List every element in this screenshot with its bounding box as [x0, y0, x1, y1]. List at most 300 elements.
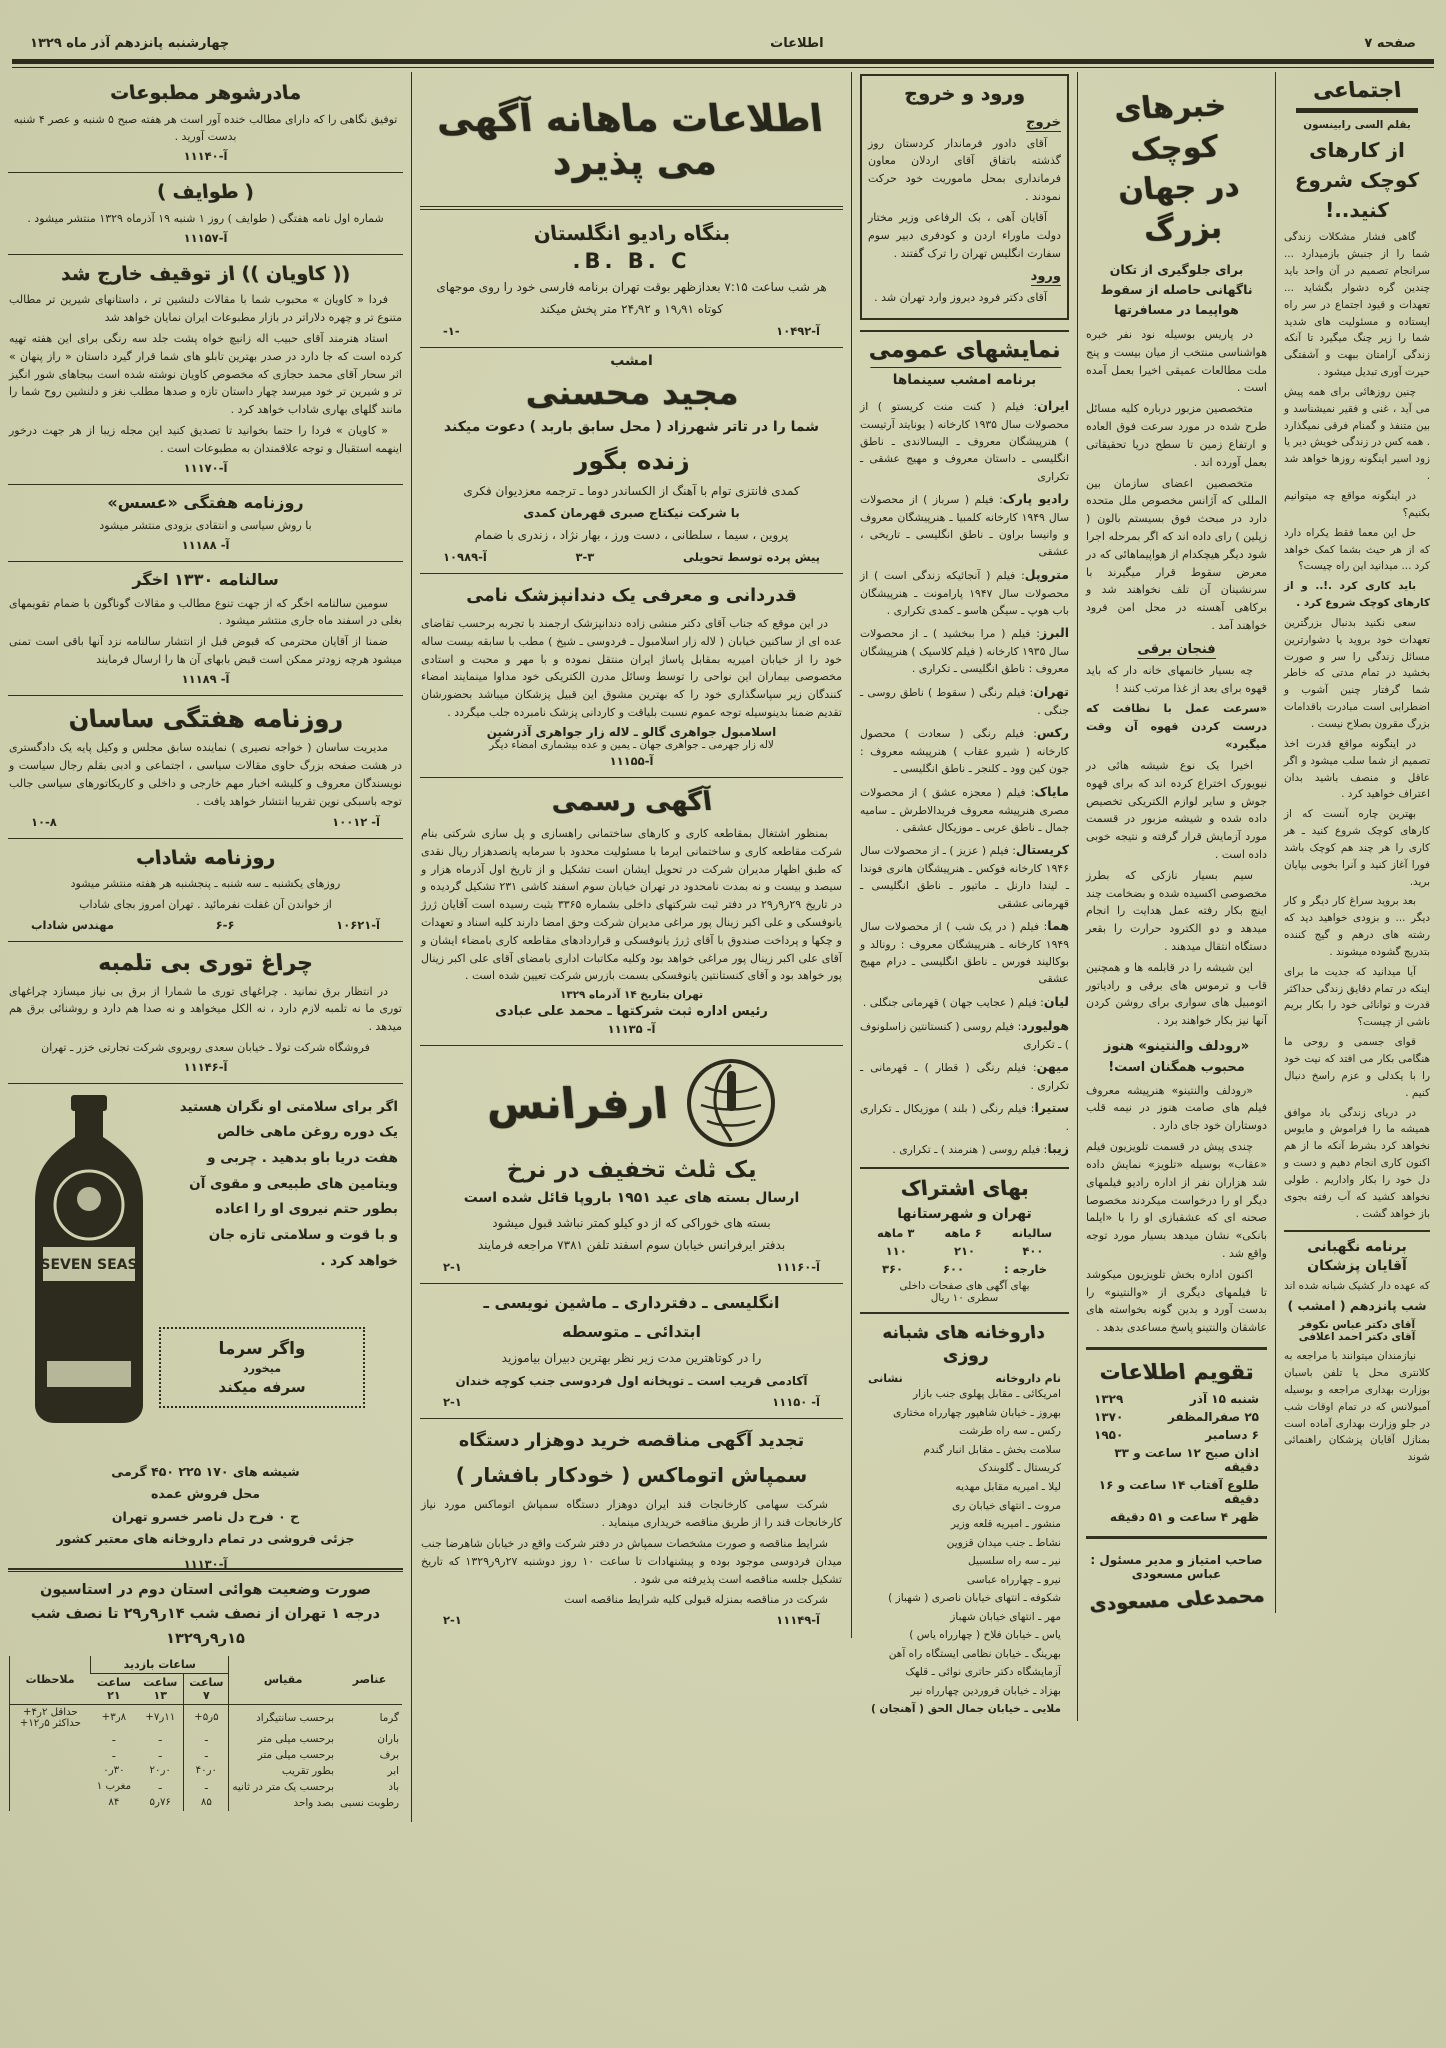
ad-serial: ۱۰-۸ — [31, 814, 57, 829]
calendar-row — [1088, 1476, 1265, 1508]
pharmacy-item: کریستال ـ گلوبندک — [978, 1462, 1061, 1475]
ad-number: آ-۱۱۱۶۰ — [776, 1259, 820, 1274]
article-paragraph: سعی نکنید بدنبال بزرگترین تعهدات خود بروید یا دشوارترین مسائل زندگی را سر و صورت بخشید در تمام مدتی که خاطر شما گرفتار چنین آشوب و اضطرابی است مبادرت باقدامات بزرگ مقرون بصلاح نیست . — [1284, 616, 1430, 730]
kavian-paragraph: استاد هنرمند آقای حبیب اله زانیچ خواه پشت جلد سه رنگی برای این هفته تهیه کرده است که جا دارد در صدر بهترین تابلو های شما قرار گیرد داستان « راز پنهان » اثر سحار آقای محمد حجازی که مخصوص کاویان نوشته شده است ببجاهای شور انگیز تر و شیرین تر خود میرسد چهار داستان تازه و صدها مطلب نغز و دلنشین روح شما را مانند گلهای بهاری شاداب خواهد کرد . — [9, 331, 402, 417]
sevenseas-sale1: محل فروش عمده — [150, 1486, 261, 1502]
weather-row — [10, 1747, 403, 1763]
cinema-entry — [860, 916, 1069, 988]
airfrance-line1: ارسال بسته های عید ۱۹۵۱ باروپا قائل شده است — [463, 1190, 800, 1207]
weather-scale: برحسب میلی متر — [229, 1747, 337, 1763]
cinema-name: هولیورد — [1021, 1017, 1069, 1033]
article-paragraph: بعد بروید سراغ کار دیگر و کار دیگر ... و بزودی خواهید دید که رشته های درهم و گیج کننده بتدریج گشوده میشوند . — [1284, 895, 1430, 958]
asas-ad — [8, 485, 403, 562]
sevenseas-sale2: ح ۰ فرح دل ناصر خسرو تهران — [111, 1508, 300, 1524]
cinema-desc: : فیلم روسی ( هنرمند ) ـ تکراری . — [892, 1143, 1048, 1157]
tender-paragraph: شرکت در مناقصه بمنزله قبولی کلیه شرایط مناقصه است — [564, 1593, 828, 1607]
tender-ad — [420, 1419, 843, 1636]
cough-line1: واگر سرما — [218, 1338, 306, 1359]
world-subhead-electric-cup: فنجان برقی — [1137, 641, 1216, 657]
bbc-line4: کوتاه ۱۹٫۹۱ و ۲۴٫۹۲ متر پخش میکند — [540, 302, 723, 317]
lamp-headline: چراغ توری بی تلمبه — [96, 950, 314, 976]
world-headline-line1: خبرهای کوچک — [1112, 88, 1228, 168]
article-paragraph: در پاریس بوسیله نود نفر خبره هواشناسی منتخب از میان بیست و پنج ملت مطالعات عمیقی اخیرا بعمل آمده است . — [1086, 328, 1267, 395]
cinema-name: متروپل — [1024, 566, 1069, 582]
pharmacies-header — [860, 1372, 1069, 1385]
akhgar-ad — [8, 562, 403, 696]
theatre-curtain-line: پیش پرده توسط تحویلی — [682, 549, 820, 564]
social-title-bar — [1296, 108, 1418, 113]
press-body: توفیق نگاهی را که دارای مطالب خنده آور است هر هفته صبح ۵ شنبه و عصر ۴ شنبه بدست آورید . — [13, 112, 398, 144]
sevenseas-line: ویتامین های طبیعی و مقوی آن — [189, 1175, 398, 1192]
weather-element: گرما — [379, 1711, 399, 1724]
article-paragraph: چندی پیش در قسمت تلویزیون فیلم «عقاب» بوسیله «تلویز» نمایش داده شد هزاران نفر از اداره رادیو فیلمهای دیگر او را درخواست میکردند مخصوصا صحنه ای که عشقبازی او را با «ایلما بانکی» نشان میدهد بسیار مورد توجه واقع شد . — [1086, 1140, 1267, 1260]
dentist-body: در این موقع که جناب آقای دکتر منشی زاده دندانپزشک ارجمند با تجربه برحسب تقاضای عده ای از ساکنین خیابان ( لاله زار اسلامبول ـ فردوسی ـ شیخ ) مطب با سابقه بیست ساله خود را از خیابان امیریه بمقابل پاساژ ایران منتقل نموده و با مهر و محبت و استادی مخصوصی بیماران این نواحی را توسط وسائل مدرن الکتریکی خود مداوا مینمایند امضاء کنندگان زیر سپاسگذاری خود را که بهترین مشوق این قبیل پزشکان میباشد بحضورشان تقدیم ضمنا بدینوسیله توجه عموم نسبت بلیاقت و کاردانی پزشک نامبرده جلب میگردد . — [421, 617, 842, 720]
official-notice — [420, 778, 843, 1046]
world-quote: «سرعت عمل با نظافت که درست کردن قهوه آن وقت میگیرد» — [1086, 702, 1267, 752]
subscription-title: بهای اشتراک — [899, 1176, 1030, 1201]
airfrance-ad — [420, 1046, 843, 1284]
weather-value: ـ — [184, 1779, 229, 1795]
cinema-entry — [860, 782, 1069, 837]
article-paragraph: بهترین چاره آنست که از کارهای کوچک شروع کنید ـ هر کاری را هر چند هم کوچک باشد فورا آغاز کنید و آنرا بخوبی بپایان برید. — [1284, 808, 1430, 888]
ad-number: آ- ۱۱۱۸۸ — [181, 538, 230, 553]
social-byline: بقلم السی رابینسون — [1303, 119, 1411, 132]
calendar-row — [1088, 1390, 1265, 1408]
pharmacy-addr-col: نشانی — [868, 1372, 903, 1386]
weather-scale: برحسب یک متر در ثانیه — [229, 1779, 337, 1795]
doctors-duty-section — [1284, 1238, 1430, 1466]
kavian-notice — [8, 255, 403, 485]
pharmacy-item: مهر ـ انتهای خیابان شهباز — [950, 1610, 1061, 1623]
sevenseas-cough-box — [159, 1327, 365, 1408]
akhgar-headline: سالنامه ۱۳۳۰ اخگر — [132, 570, 279, 590]
pharmacy-item: رکس ـ سه راه طرشت — [959, 1425, 1061, 1438]
weather-col-notes: ملاحظات — [10, 1656, 91, 1705]
svg-text:SEVEN SEAS: SEVEN SEAS — [40, 1256, 138, 1273]
weather-row — [10, 1763, 403, 1779]
airfrance-line2: بسته های خوراکی که از دو کیلو کمتر نباشد قبول میشود — [492, 1215, 771, 1230]
dentist-signatories2: لاله زار جهرمی ـ جواهری جهان ـ یمین و عده بیشماری امضاء دیگر — [489, 738, 774, 751]
bbc-line1: بنگاه رادیو انگلستان — [531, 221, 731, 245]
masthead: اطلاعات — [770, 36, 824, 51]
lamp-paragraph: در انتظار برق نمانید . چراغهای توری ما شمارا از برق بی نیاز میسازد چراغهای توری ما نه تلمبه لازم دارد ، نه الکل میخواهد و نه صدا هم دارد و روشنائی برق هم میدهد . — [9, 984, 402, 1034]
sevenseas-line: خواهد کرد . — [320, 1252, 398, 1269]
weather-report — [8, 1569, 403, 1820]
public-shows-title: نمایشهای عمومی — [867, 336, 1062, 368]
pharmacy-item: بهروز ـ خیابان شاهپور چهارراه مختاری — [893, 1406, 1061, 1419]
weather-title: صورت وضعیت هوائی استان دوم در استاسیون — [39, 1581, 372, 1598]
doctors-subtitle: که عهده دار کشیک شبانه شده اند — [1284, 1280, 1430, 1293]
weather-row — [10, 1704, 403, 1731]
cinema-entry — [860, 1098, 1069, 1135]
academy-ad-number-row — [421, 1395, 842, 1409]
pharmacies-title: داروخانه های شبانه روزی — [881, 1323, 1046, 1367]
weather-element: باران — [377, 1732, 399, 1745]
article-paragraph: اخیرا یک نوع شیشه هائی در نیویورک اختراع کرده اند که برای قهوه جوش و سایر لوازم الکتریکی تخصیص داده شده و شیشه مزبور در قسمت مورد آزمایش قرار گرفته و نتیجه خوبی داده است . — [1086, 758, 1267, 861]
calendar-title: تقویم اطلاعات — [1098, 1360, 1255, 1385]
akhgar-paragraph: ضمنا از آقایان محترمی که قبوض قبل از انتشار سالنامه نزد آنها باقی است تمنی میشود هرچه زودتر ممکن است قبض بابهای آن ها را ارسال فرمایند — [9, 635, 402, 667]
cinema-entry — [860, 489, 1069, 561]
article-paragraph: متخصصین اعضای سازمان بین المللی که آژانس مخصوص ملل متحده دارد در مبحث فوق بسیستم بالون ( زپلین ) رای داده اند که اگر بمرحله اجرا شود دیگر هیچکدام از هواپیماهائی که در معرض سقوط قرار میگیرند با سرنشینان آن تلف نخواهند شد و برکاهی آهسته در محل امن فرود خواهند آمد . — [1086, 476, 1267, 632]
asas-headline: روزنامه هفتگی «عسس» — [107, 492, 304, 512]
tender-paragraph: شرایط مناقصه و صورت مشخصات سمپاش در دفتر شرکت واقع در خیابان شاهرضا جنب میدان فردوسی موجود بوده و پیشنهادات تا ساعت ۱۰ روز دوشنبه ۲۷ر۹ر۱۳۲۹ که تاریخ تشکیل جلسه مناقصه است پذیرفته می شود . — [421, 1537, 843, 1586]
ad-number: آ-۱۱۱۵۷ — [183, 230, 228, 245]
cinema-desc: : فیلم ( سرباز ) از محصولات سال ۱۹۴۹ کارخانه کلمبیا ـ هنرپیشگان معروف و وانیسا براون ـ ناطق انگلیسی ـ تاریخی ، عشقی — [860, 492, 1069, 559]
section-divider — [1284, 1230, 1430, 1232]
academy-ad — [420, 1284, 843, 1419]
page-header — [0, 0, 1446, 59]
sasan-headline: روزنامه هفتگی ساسان — [67, 704, 344, 733]
pharmacy-item: منشور ـ امیریه قلعه وزیر — [950, 1518, 1061, 1531]
shadab-ad — [8, 839, 403, 942]
ad-number: آ- ۱۰۰۱۲ — [332, 814, 380, 829]
weather-value: ـ — [112, 1749, 116, 1761]
column-world-news — [1078, 72, 1276, 1616]
subscription-prices — [862, 1244, 1067, 1258]
weather-value: ـ — [158, 1733, 162, 1745]
sevenseas-line: بطور حتم نیروی او را اعاده — [215, 1201, 398, 1218]
cinema-name: هما — [1047, 917, 1069, 933]
cinema-name: زیبا — [1047, 1141, 1069, 1157]
cinema-entry — [860, 1016, 1069, 1053]
weather-hour: ساعت ۷ — [184, 1673, 229, 1704]
weather-value: ۸۵ — [184, 1795, 229, 1811]
weather-notes — [10, 1763, 91, 1779]
pharmacy-item: نیر ـ سه راه سلسبیل — [968, 1555, 1061, 1568]
foreign-label: خارجه : — [1003, 1262, 1048, 1277]
cinema-entry — [860, 1139, 1069, 1159]
article-paragraph: این شیشه را در قابلمه ها و همچنین قاب و ترموس های برقی و رادیاتور اتومبیل های سواری برای روشن کردن آنها نیز بکار خواهند برد . — [1086, 960, 1267, 1028]
issue-date: چهارشنبه پانزدهم آذر ماه ۱۳۲۹ — [30, 36, 230, 51]
weather-scale: بطور تقریب — [229, 1763, 337, 1779]
weather-notes: حداقل ۲ر۴+ حداکثر ۵ر۱۲+ — [10, 1704, 91, 1731]
ad-rate-note2: سطری ۱۰ ریال — [930, 1292, 999, 1305]
official-signer: رئیس اداره ثبت شرکتها ـ محمد علی عبادی — [495, 1004, 768, 1020]
airfrance-headline: یک ثلث تخفیف در نرخ — [505, 1157, 758, 1184]
weather-value: ـ — [158, 1749, 162, 1761]
article-paragraph: آقایان آهی ، بک الرفاعی وزیر مختار دولت ماوراء اردن و کودفری دبیر سوم سفارت انگلیس تهران را ترک گفتند . — [868, 210, 1061, 260]
ad-serial: ۳-۳ — [575, 549, 595, 564]
tender-ad-number-row — [421, 1613, 842, 1627]
cinema-desc: : فیلم ( معجزه عشق ) از محصولات مصری هنرپیشه معروف فریدالاطرش ـ سامیه جمال ـ ناطق عربی ـ موزیکال عشقی . — [860, 785, 1069, 834]
tavayef-ad — [8, 173, 403, 254]
cinema-name: رادیو پارک — [1002, 490, 1069, 506]
header-rule — [12, 59, 1434, 68]
cinema-program-header: برنامه امشب سینماها — [892, 371, 1037, 388]
ad-number: آ-۱۱۱۷۰ — [183, 460, 228, 475]
sasan-ad-number-row — [9, 815, 402, 829]
theatre-cast-line: با شرکت نیکتاج صبری قهرمان کمدی — [523, 505, 740, 520]
subscription-foreign — [862, 1262, 1067, 1276]
weather-notes — [10, 1731, 91, 1747]
academy-line3: را در کوتاهترین مدت زیر نظر بهترین دبیران بیاموزید — [501, 1351, 762, 1366]
sevenseas-line: هفت دریا باو بدهید . چربی و — [207, 1150, 398, 1167]
cinema-name: ایران — [1037, 397, 1069, 413]
pharmacies-section — [860, 1322, 1069, 1718]
ad-number: آ- ۱۱۱۸۹ — [181, 671, 230, 686]
ad-serial: -۱- — [443, 323, 460, 338]
shadab-body1: روزهای یکشنبه ـ سه شنبه ـ پنجشنبه هر هفته منتشر میشود — [70, 877, 341, 891]
official-date: تهران بتاریخ ۱۴ آذرماه ۱۳۲۹ — [560, 989, 703, 1002]
shadab-signer: مهندس شاداب — [31, 917, 114, 932]
article-paragraph: حل این معما فقط یکراه دارد که از هر حیث بشما کمک خواهد کرد ... میدانید این راه چیست؟ — [1284, 526, 1430, 573]
social-section-title: اجتماعی — [1311, 78, 1403, 102]
weather-hour: ساعت ۱۳ — [137, 1673, 184, 1704]
cinema-entry — [860, 682, 1069, 719]
pharmacy-item: لیلا ـ امیریه مقابل مهدیه — [955, 1481, 1061, 1493]
ad-number: آ-۱۰۹۸۹ — [443, 549, 487, 564]
pharmacy-item: شکوفه ـ انتهای خیابان ناصری ( شهباز ) — [888, 1592, 1061, 1605]
calendar-day: ۶ دسامبر — [1205, 1428, 1259, 1443]
calendar-year: ۱۹۵۰ — [1094, 1428, 1124, 1443]
cinema-entry — [860, 623, 1069, 678]
foreign-price: ۳۶۰ — [881, 1262, 904, 1277]
weather-value: ـ — [158, 1781, 162, 1793]
pharmacy-item: بهرینگ ـ خیابان نظامی ایستگاه راه آهن — [888, 1647, 1061, 1660]
movements-title: ورود و خروج — [903, 83, 1026, 105]
cinema-desc: : فیلم روسی ( کنستانتین زاسلونوف ) ـ تکراری — [860, 1019, 1069, 1051]
column-movements-cinema — [852, 72, 1078, 1721]
bbc-ad — [420, 210, 843, 348]
ad-number: آ-۱۱۱۴۹ — [776, 1613, 820, 1628]
world-headline-line2: در جهان بزرگ — [1116, 168, 1242, 248]
sevenseas-line: یک دوره روغن ماهی خالص — [216, 1124, 398, 1141]
weather-value: ۷۶ر۵ — [149, 1797, 171, 1809]
period-label: ۳ ماهه — [876, 1226, 915, 1241]
theatre-tonight: امشب — [610, 352, 653, 369]
ad-number: آ-۱۱۱۴۰ — [183, 149, 228, 164]
article-paragraph: چه بسیار خانمهای خانه دار که باید قهوه برای بعد از غذا مرتب کنند ! — [1086, 663, 1267, 695]
ad-number: آ-۱۰۶۲۱ — [336, 917, 380, 932]
weather-element: برف — [379, 1748, 399, 1761]
cinema-desc: : فیلم رنگی ( قطار ) ـ قهرمانی ـ تکراری . — [860, 1060, 1069, 1092]
article-paragraph: قوای جسمی و روحی ما هنگامی بکار می افتد که نیت خود را با یکدلی و عزم راسخ دنبال کنیم . — [1284, 1036, 1430, 1099]
calendar-row — [1088, 1426, 1265, 1444]
calendar-row — [1088, 1444, 1265, 1476]
column-left-ads — [0, 72, 412, 1822]
calendar-time: اذان صبح ۱۲ ساعت و ۳۳ دقیقه — [1114, 1446, 1259, 1475]
weather-notes — [10, 1747, 91, 1763]
academy-line2: ابتدائی ـ متوسطه — [561, 1321, 702, 1341]
akhgar-paragraph: سومین سالنامه اخگر که از جهت تنوع مطالب و مقالات گوناگون با ضمام تقویمهای بغلی در اسفند ماه جاری منتشر میشود . — [9, 596, 402, 628]
theatre-desc-line: کمدی فانتزی توام با آهنگ از الکساندر دوما ـ ترجمه معزدیوان فکری — [463, 483, 800, 498]
press-ad — [8, 74, 403, 173]
column-social — [1276, 72, 1438, 1471]
airfrance-logo-icon — [685, 1057, 777, 1149]
column-main-ads — [412, 72, 852, 1638]
bbc-line2: B. B. C. — [572, 249, 691, 273]
sevenseas-line: اگر برای سلامتی او نگران هستید — [179, 1098, 398, 1115]
columns — [0, 68, 1446, 1822]
page-number: صفحه ۷ — [1364, 36, 1416, 51]
weather-notes — [10, 1779, 91, 1795]
shadab-headline: روزنامه شاداب — [134, 846, 276, 869]
seven-seas-bottle-image — [25, 1095, 153, 1425]
article-paragraph: گاهی فشار مشکلات زندگی شما را از جنبش بازمیدارد ... سرانجام تصمیم در آن واحد باید چندین گره دشوار بگشاید ... تعهدات و قیود اجتماع در سر راه ایستاده و مسئولیت های شدید شما را زیر چنگ میگیرد تا آنکه زندگی آرامتان ببهت و آشفتگی حیرت آوری تبدیل میشود . — [1284, 231, 1430, 379]
pharmacy-item: نیرو ـ چهارراه عباسی — [966, 1573, 1061, 1586]
weather-value: ۳۰ر۰ — [103, 1765, 125, 1777]
article-paragraph: سیم بسیار نازکی که بطرز مخصوصی اکسیده شده و بضخامت چند اینچ بکار رفته عمل هدایت را انجام میدهد و دو الکترود حرارت را بقعر دستگاه انتقال میدهند . — [1086, 868, 1267, 953]
weather-value: ۱۱ر۷+ — [145, 1712, 176, 1724]
cinema-desc: : فیلم رنگی ( بلند ) موزیکال ـ تکراری . — [860, 1102, 1069, 1134]
world-headline — [1078, 85, 1276, 253]
cinema-desc: : فیلم رنگی ( سقوط ) ناطق روسی ـ جنگی . — [860, 685, 1069, 717]
period-label: ۶ ماهه — [944, 1226, 982, 1241]
cinema-name: کریستال — [1015, 842, 1069, 858]
weather-value: ۸ر۳+ — [101, 1712, 127, 1724]
weather-row — [10, 1731, 403, 1747]
calendar-box — [1086, 1347, 1267, 1539]
article-paragraph: در اینگونه مواقع چه میتوانیم بکنیم؟ — [1284, 490, 1430, 519]
weather-row — [10, 1779, 403, 1795]
cinema-desc: : فیلم ( کنت منت کریستو ) از محصولات سال ۱۹۳۵ کارخانه ( یونایتد آرتیست ) هنرپیشگان معروف ـ الیسالاندی ـ ناطق انگلیسی ـ داستان معروف و مهیج عشقی ـ تکراری — [860, 399, 1069, 483]
sasan-ad — [8, 696, 403, 839]
cinema-desc: : فیلم رنگی ( سعادت ) محصول کارخانه ( شیرو عقاب ) هنرپیشه معروف : جون کین وود ـ کلنجر ـ ناطق انگلیسی ـ — [860, 727, 1069, 776]
pharmacy-item: یاس ـ خیابان فلاح ( چهارراه یاس ) — [909, 1629, 1061, 1642]
academy-line4: آکادمی قریب است ـ توپخانه اول فردوسی جنب کوچه خندان — [455, 1373, 808, 1388]
airfrance-line3: بدفتر ایرفرانس خیابان سوم اسفند تلفن ۷۳۸۱ مراجعه فرمایند — [477, 1238, 786, 1253]
cinema-name: تهران — [1033, 683, 1069, 699]
weather-col-elements: عناصر — [337, 1656, 402, 1705]
theatre-play-title: زنده بگور — [572, 445, 691, 475]
tender-headline2: سمپاش اتوماکس ( خودکار بافشار ) — [455, 1463, 808, 1488]
sevenseas-ad — [8, 1084, 403, 1569]
world-subhead-valentino: «رودلف والنتینو» هنوز محبوب همگنان است! — [1103, 1039, 1250, 1075]
world-lead: برای جلوگیری از تکان ناگهانی حاصله از سقوط هواپیما در مسافرتها — [1100, 262, 1253, 317]
monthly-ads-banner: اطلاعات ماهانه آگهی می پذیرد — [433, 97, 825, 183]
cough-line3: سرفه میکند — [218, 1377, 306, 1396]
theatre-cast-line2: پروین ، سیما ، سلطانی ، دست ورز ، بهار نژاد ، زندری با ضمام — [474, 528, 789, 543]
publisher-line: صاحب امتیاز و مدیر مسئول : عباس مسعودی — [1090, 1553, 1263, 1582]
departures-subhead: خروج — [1026, 114, 1061, 130]
pharmacy-item: نشاط ـ جنب میدان قزوین — [946, 1536, 1061, 1549]
pharmacy-item: ملایی ـ خیابان جمال الحق ( آهنجان ) — [870, 1703, 1061, 1716]
subscription-periods — [862, 1226, 1067, 1240]
ad-serial: ۲-۱ — [443, 1259, 462, 1274]
social-headline: از کارهای کوچک شروع کنید..! — [1294, 138, 1420, 223]
ad-number: آ-۱۱۱۵۵ — [609, 753, 654, 768]
lamp-paragraph: فروشگاه شرکت تولا ـ خیابان سعدی روبروی شرکت تجارتی خزر ـ تهران — [41, 1040, 370, 1054]
doctors-title: برنامه نگهبانی آقایان پزشکان — [1307, 1239, 1407, 1275]
article-paragraph: چنین روزهائی برای همه پیش می آید ، غنی و فقیر نمیشناسد و بین متنفذ و گمنام فرقی نمیگذارد . همه کس در زندگی خویش دیر یا زود اسیر اینگونه روزها خواهد شد . — [1284, 385, 1430, 483]
cinema-entry — [860, 840, 1069, 912]
weather-value: ۵ر۵+ — [184, 1704, 229, 1731]
official-body: بمنظور اشتغال بمقاطعه کاری و کارهای ساختمانی راهسازی و پل سازی شرکتی بنام شرکت مقاطعه کاری و ساختمانی ایرما با مسئولیت محدود با سرمایه پانصدهزار ریال نقدی که طبق اظهار مدیران شرکت در تحویل ایشان است تشکیل و از تاریخ اول آذرماه هزار و سیصد و بیست و نه بمدت نامحدود در تهران خیابان سوم اسفند کاشی ۲۳۱ تشکیل گردیده و در تاریخ ۲۹ر۹ر۲۹ در دفتر ثبت شرکتهای داخلی بشماره ۳۳۶۵ بثبت رسیده است آقایان ژرژ یانوفسکی و علی اکبر زینال پور مراغی مدیران شرکت وحق امضا دارند کلیه اسناد و تعهدات و چکها و پرداخت صندوق با آقای ژرژ یانوفسکی و قراردادهای مقاطعه کاری بامضاء ایشان و آقای علی اکبر زینال پور مراغی خواهد بود وکلیه مکاتبات اداری بامضای آقای علی اکبر زینال پور خواهد بود و آقای کنستانتین یانوفسکی بسمت بازرس شرکت تعیین شده است . — [421, 826, 842, 983]
doctors-night: شب پانزدهم ( امشب ) — [1287, 1298, 1427, 1314]
airfrance-ad-number-row — [421, 1260, 842, 1274]
kavian-headline: (( کاویان )) از توقیف خارج شد — [59, 262, 352, 285]
period-label: سالیانه — [1011, 1226, 1053, 1241]
calendar-year: ۱۳۲۹ — [1094, 1392, 1124, 1407]
weather-scale: برحسب میلی متر — [229, 1731, 337, 1747]
article-paragraph: در اینگونه مواقع قدرت اخذ تصمیم از شما سلب میشود و اگر عاقل و منصف باشید بدان اعتراف خواهید کرد . — [1284, 737, 1430, 801]
article-paragraph: «رودلف والنتینو» هنرپیشه معروف فیلم های صامت هنوز در نیمه قلب دوستاران خود جای دارد . — [1086, 1083, 1267, 1133]
weather-element: رطوبت نسبی — [339, 1796, 399, 1809]
pharmacy-item: مروت ـ انتهای خیابان ری — [951, 1499, 1061, 1512]
dentist-ad — [420, 574, 843, 778]
cinema-entry — [860, 565, 1069, 620]
tavayef-body: شماره اول نامه هفتگی ( طوایف ) روز ۱ شنبه ۱۹ آذرماه ۱۳۲۹ منتشر میشود . — [27, 211, 384, 225]
subscription-box — [860, 1167, 1069, 1314]
weather-table — [9, 1656, 402, 1811]
article-paragraph: در دریای زندگی باد موافق همیشه ما را فراموش و مایوس نخواهد کرد بشرط آنکه ما از هم اکنون کاری انجام دهیم و دست و دل خود را بکار واداریم . طولی نخواهد کشید که آب رفته بجوی باز خواهد گشت . — [1284, 1106, 1430, 1220]
official-headline: آگهی رسمی — [549, 786, 714, 817]
foreign-price: ۶۰۰ — [942, 1262, 965, 1277]
price-value: ۴۰۰ — [1022, 1244, 1044, 1259]
press-headline: مادرشوهر مطبوعات — [108, 82, 302, 104]
doctor-name: آقای دکتر عباس نکوفر — [1298, 1319, 1416, 1332]
weather-subtitle: درجه ۱ تهران از نصف شب ۱۴ر۹ر۲۹ تا نصف شب ۱۵ر۹ر۱۳۲۹ — [30, 1606, 381, 1648]
weather-value: مغرب ۱ — [96, 1781, 132, 1793]
dentist-headline: قدردانی و معرفی یک دندانپزشک نامی — [466, 585, 797, 606]
calendar-row — [1088, 1508, 1265, 1526]
lamp-ad — [8, 942, 403, 1084]
cinema-name: مایاک — [1034, 783, 1069, 799]
sevenseas-sizes: شیشه های ۱۷۰ ۲۲۵ ۴۵۰ گرمی — [111, 1463, 300, 1479]
cinema-entry — [860, 723, 1069, 778]
arrivals-departures-box — [860, 74, 1069, 320]
cinema-entry — [860, 992, 1069, 1012]
kavian-paragraph: « کاویان » فردا را حتما بخوانید تا تصدیق کنید این مجله زیبا از هر جهت درخور اینهمه استقبال و توجه علاقمندان به مطبوعات است . — [9, 424, 402, 455]
weather-value: ـ — [184, 1747, 229, 1763]
cinema-desc: : فیلم ( عزیز ) ـ از محصولات سال ۱۹۴۶ کارخانه فوکس ـ هنرپیشگان هانری فوندا ـ لیندا دارنل ـ ماتیور ـ ناطق انگلیسی ـ قهرمانی عشقی — [860, 844, 1069, 910]
calendar-year: ۱۳۷۰ — [1094, 1410, 1124, 1425]
publisher-signature: محمدعلی مسعودی — [1086, 1584, 1267, 1616]
cinema-entry — [860, 396, 1069, 485]
cinema-desc: : فیلم ( مرا ببخشید ) ـ از محصولات سال ۱۹۳۵ کارخانه ( فیلم کلاسیک ) هنرپیشگان معروف : ناطق انگلیسی ـ تکراری . — [860, 627, 1069, 676]
shadab-body2: از خواندن آن غفلت نفرمائید . تهران امروز بجای شاداب — [79, 898, 332, 912]
bbc-line3: هر شب ساعت ۷:۱۵ بعدازظهر بوقت تهران برنامه فارسی خود را روی موجهای — [436, 280, 827, 294]
weather-col-hours: ساعات بازدید — [91, 1656, 229, 1674]
cinema-name: لیان — [1043, 993, 1069, 1009]
theatre-ad — [420, 348, 843, 574]
sevenseas-sizes-block — [9, 1461, 402, 1575]
article-paragraph: آقای دکتر فرود دیروز وارد تهران شد . — [874, 291, 1047, 305]
ad-number: آ- ۱۱۱۳۵ — [607, 1022, 656, 1037]
pharmacy-item: آزمایشگاه دکتر حاتری نوائی ـ قلهک — [905, 1666, 1061, 1679]
arrivals-subhead: ورود — [1030, 269, 1061, 285]
pharmacy-name-col: نام داروخانه — [995, 1372, 1061, 1386]
bbc-ad-number-row — [421, 324, 842, 338]
section-divider — [860, 330, 1069, 332]
weather-value: ۸۴ — [108, 1797, 120, 1809]
weather-value: ۰ر۲۰ — [149, 1765, 171, 1777]
theatre-invite-line: شما را در تاتر شهرزاد ( محل سابق باربد ) دعوت میکند — [443, 418, 820, 435]
tender-headline1: تجدید آگهی مناقصه خرید دوهزار دستگاه — [458, 1431, 805, 1452]
weather-notes — [10, 1795, 91, 1811]
ad-number: آ-۱۱۱۳۰ — [183, 1556, 228, 1571]
sasan-body: مدیریت ساسان ( خواجه نصیری ) نماینده سابق مجلس و وکیل پایه یک دادگستری در هشت صفحه بزرگ حاوی مقالات سیاسی ، اجتماعی و ادبی بقلم رجال سیاست و نویسندگان معروف و کلیشه اخبار مهم خارجی و داخلی و کاریکاتورهای سیاسی جالب توجه باسبکی نوین تقریبا انتشار خواهد یافت . — [9, 741, 402, 808]
weather-element: ابر — [387, 1764, 399, 1777]
theatre-ad-number-row — [421, 550, 842, 564]
social-article — [1284, 229, 1430, 1222]
weather-col-scale: مقیاس — [229, 1656, 337, 1705]
weather-value: ـ — [184, 1731, 229, 1747]
academy-line1: انگلیسی ـ دفترداری ـ ماشین نویسی ـ — [483, 1292, 780, 1312]
doctors-body: نیازمندان میتوانند با مراجعه به کلانتری محل یا تلفن باسبان بوزارت بهداری مراجعه و بوسیله آمبولانس که در تمام اوقات شب در جلو وزارت بهداری آماده است بمنازل آقایان پزشکان راهنمائی شوند — [1284, 1350, 1430, 1464]
weather-value: ۰ر۴۰ — [184, 1763, 229, 1779]
cough-line2: میخورد — [242, 1361, 282, 1375]
price-value: ۲۱۰ — [953, 1244, 976, 1259]
cinema-desc: : فیلم ( در یک شب ) از محصولات سال ۱۹۴۹ کارخانه ـ هنرپیشگان معروف : رونالد و بوکالیند فورس ـ ناطق انگلیسی ـ درام مهیج عشقی — [860, 919, 1069, 986]
pharmacy-item: سلامت بخش ـ مقابل انبار گندم — [923, 1443, 1061, 1456]
calendar-row — [1088, 1408, 1265, 1426]
ad-number: آ- ۱۱۱۵۰ — [772, 1395, 820, 1410]
weather-element: باد — [388, 1780, 399, 1793]
cinema-listings — [860, 396, 1069, 1160]
calendar-day: شنبه ۱۵ آذر — [1189, 1392, 1259, 1407]
kavian-paragraph: فردا « کاویان » محبوب شما با مقالات دلنشین تر ، داستانهای شیرین تر مطالب متنوع تر و چهره دلاراتر در بازار مطبوعات ایران نمایان خواهد شد — [9, 293, 402, 325]
